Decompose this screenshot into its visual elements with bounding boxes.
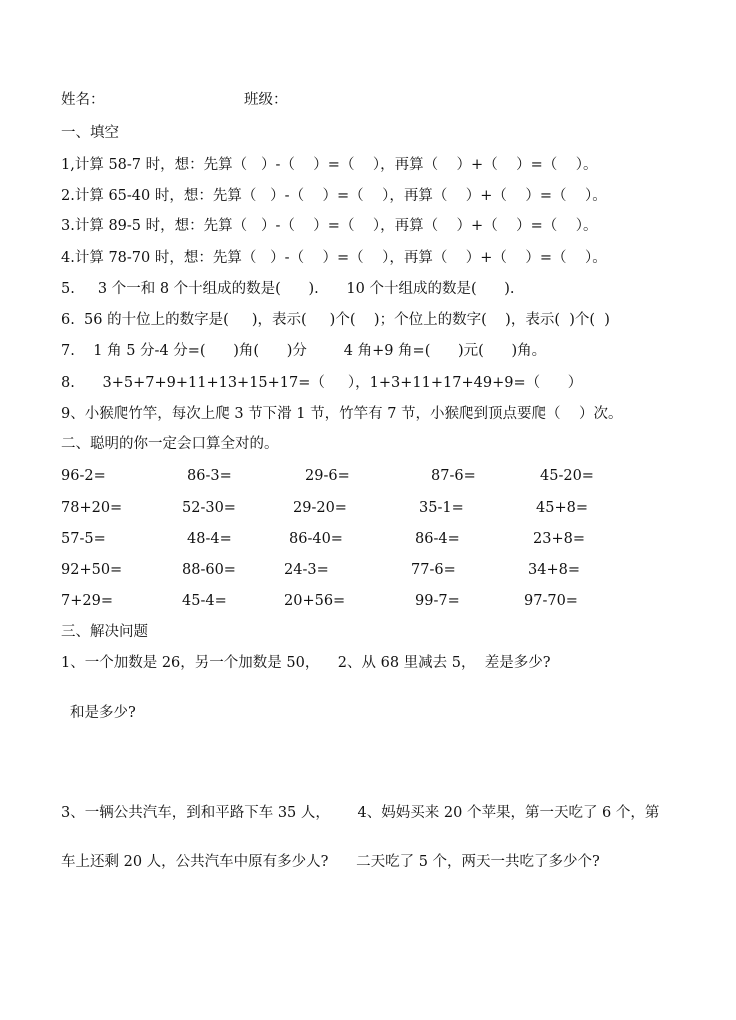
math-problem: 96-2=: [61, 468, 106, 484]
section-title: 三、解决问题: [61, 624, 148, 640]
math-problem: 86-3=: [187, 468, 232, 484]
math-problem: 23+8=: [533, 531, 585, 547]
fill-item: 9、小猴爬竹竿，每次上爬 3 节下滑 1 节，竹竿有 7 节，小猴爬到顶点要爬（ ）次。: [61, 406, 623, 422]
fill-item: 7. 1 角 5 分-4 分=( )角( )分 4 角+9 角=( )元( )角。: [61, 343, 547, 359]
word-problem: 车上还剩 20 人，公共汽车中原有多少人? 二天吃了 5 个，两天一共吃了多少个?: [61, 854, 600, 870]
math-problem: 34+8=: [528, 562, 580, 578]
class-label: 班级：: [244, 92, 288, 108]
math-problem: 86-40=: [289, 531, 343, 547]
math-problem: 48-4=: [187, 531, 232, 547]
math-problem: 92+50=: [61, 562, 123, 578]
math-problem: 45-4=: [182, 593, 227, 609]
section-title: 一、填空: [61, 125, 119, 141]
math-problem: 45-20=: [540, 468, 594, 484]
word-problem: 3、一辆公共汽车，到和平路下车 35 人， 4、妈妈买来 20 个苹果，第一天吃了 6 个，第: [61, 805, 660, 821]
fill-item: 4.计算 78-70 时，想：先算（ ）-（ ）=（ ），再算（ ）+（ ）=（ ）。: [61, 250, 607, 266]
math-problem: 52-30=: [182, 500, 236, 516]
math-problem: 86-4=: [415, 531, 460, 547]
section-title: 二、聪明的你一定会口算全对的。: [61, 436, 279, 452]
math-problem: 97-70=: [524, 593, 578, 609]
fill-item: 5. 3 个一和 8 个十组成的数是( ). 10 个十组成的数是( ).: [61, 281, 515, 297]
math-problem: 57-5=: [61, 531, 106, 547]
fill-item: 3.计算 89-5 时，想：先算（ ）-（ ）=（ ），再算（ ）+（ ）=（ ）。: [61, 218, 598, 234]
fill-item: 2.计算 65-40 时，想：先算（ ）-（ ）=（ ），再算（ ）+（ ）=（ ）。: [61, 188, 607, 204]
math-problem: 87-6=: [431, 468, 476, 484]
fill-item: 1,计算 58-7 时，想：先算（ ）-（ ）=（ ），再算（ ）+（ ）=（ ）。: [61, 157, 598, 173]
math-problem: 77-6=: [411, 562, 456, 578]
word-problem: 和是多少?: [70, 705, 136, 721]
math-problem: 29-20=: [293, 500, 347, 516]
math-problem: 24-3=: [284, 562, 329, 578]
math-problem: 78+20=: [61, 500, 123, 516]
word-problem: 1、一个加数是 26，另一个加数是 50， 2、从 68 里减去 5， 差是多少?: [61, 655, 551, 671]
math-problem: 45+8=: [536, 500, 588, 516]
math-problem: 35-1=: [419, 500, 464, 516]
math-problem: 99-7=: [415, 593, 460, 609]
math-problem: 7+29=: [61, 593, 113, 609]
fill-item: 6. 56 的十位上的数字是( )，表示( )个( )；个位上的数字( )，表示( )个( ): [61, 312, 610, 328]
name-label: 姓名：: [61, 92, 105, 108]
math-problem: 88-60=: [182, 562, 236, 578]
math-problem: 20+56=: [284, 593, 346, 609]
fill-item: 8. 3+5+7+9+11+13+15+17=（ ），1+3+11+17+49+9=（ ）: [61, 375, 583, 391]
math-problem: 29-6=: [305, 468, 350, 484]
